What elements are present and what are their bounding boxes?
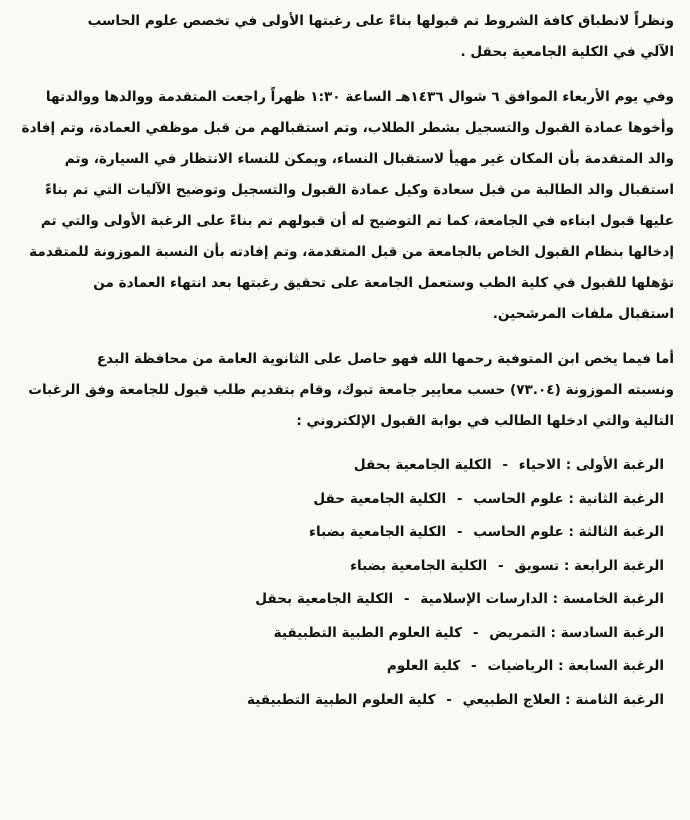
paragraph-line: الآلي في الكلية الجامعية بحقل . xyxy=(460,44,674,60)
preference-label: الرغبة الرابعة : xyxy=(563,557,664,574)
list-item xyxy=(16,650,664,684)
paragraph-line: إدخالها بنظام القبول الخاص بالجامعة من قبل المتقدمة، وتم إفادته بأن النسبة الموزونة للمتقدمة xyxy=(29,244,674,260)
separator: - xyxy=(502,457,509,473)
paragraph-acceptance xyxy=(16,6,674,68)
preference-major: علوم الحاسب xyxy=(473,490,564,507)
preference-college: كلية العلوم الطبية التطبيقية xyxy=(246,691,436,708)
separator: - xyxy=(472,624,479,641)
preference-label: الرغبة الثامنة : xyxy=(565,691,664,708)
preference-label: الرغبة السابعة : xyxy=(558,658,664,674)
preference-college: الكلية الجامعية بضباء xyxy=(309,524,447,540)
preference-major: العلاج الطبيعي xyxy=(462,691,561,708)
separator: - xyxy=(471,658,477,674)
preference-label: الرغبة الأولى : xyxy=(565,457,664,473)
paragraph-line: ونسبته الموزونة (٧٣.٠٤) حسب معايير جامعة تبوك، وقام بتقديم طلب قبول للجامعة وفق الرغبات xyxy=(28,382,674,398)
preference-major: التمريض xyxy=(489,624,546,641)
separator: - xyxy=(456,524,463,540)
separator: - xyxy=(497,557,504,574)
list-item xyxy=(16,583,664,617)
paragraph-line: والد المتقدمة بأن المكان غير مهيأ لاستقبال النساء، ويمكن للنساء الانتظار في السيارة، وتم xyxy=(64,151,674,167)
paragraph-line: أما فيما يخص ابن المتوفية رحمها الله فهو حاصل على الثانوية العامة من محافظة البدع xyxy=(96,351,674,367)
paragraph-line: وفي يوم الأربعاء الموافق ٦ شوال ١٤٣٦هـ الساعة ١:٣٠ ظهراً راجعت المتقدمة ووالدها ووالدتها xyxy=(45,89,674,105)
list-item xyxy=(16,516,664,550)
list-item xyxy=(16,449,664,483)
preference-label: الرغبة الخامسة : xyxy=(552,591,664,607)
list-item xyxy=(16,483,664,517)
preference-label: الرغبة الثانية : xyxy=(568,490,664,507)
preference-label: الرغبة السادسة : xyxy=(550,624,664,641)
preference-major: تسويق xyxy=(514,557,560,574)
separator: - xyxy=(446,691,452,708)
preference-college: الكلية الجامعية حقل xyxy=(313,490,447,507)
preference-label: الرغبة الثالثة : xyxy=(568,524,664,540)
paragraph-line: عليها قبول ابناءه في الجامعة، كما تم التوضيح له أن قبولهم تم بناءً على الرغبة الأولى والتي تم xyxy=(40,213,674,229)
preference-college: الكلية الجامعية بحقل xyxy=(255,591,394,607)
preference-major: الاحياء xyxy=(518,457,561,473)
preference-college: الكلية الجامعية بضباء xyxy=(350,557,488,574)
list-item xyxy=(16,550,664,584)
preference-major: الرياضيات xyxy=(487,658,554,674)
paragraph-line: وأخوها عمادة القبول والتسجيل بشطر الطلاب، وتم استقبالهم من قبل موظفي العمادة، وتم إفادة xyxy=(21,120,674,136)
paragraph-line: استقبال والد الطالبة من قبل سعادة وكيل عمادة القبول والتسجيل وتوضيح الآليات التي تم بناءً xyxy=(45,182,674,198)
preferences-list xyxy=(16,449,674,717)
separator: - xyxy=(403,591,410,607)
list-item xyxy=(16,617,664,651)
paragraph-line: ونظراً لانطباق كافة الشروط تم قبولها بناءً على رغبتها الأولى في تخصص علوم الحاسب xyxy=(87,13,674,29)
paragraph-line: استقبال ملفات المرشحين. xyxy=(492,306,674,322)
preference-major: الدارسات الإسلامية xyxy=(420,591,548,607)
preference-major: علوم الحاسب xyxy=(473,524,564,540)
preference-college: كلية العلوم xyxy=(386,658,461,674)
separator: - xyxy=(456,490,463,507)
preference-college: كلية العلوم الطبية التطبيقية xyxy=(273,624,463,641)
list-item xyxy=(16,684,664,718)
preference-college: الكلية الجامعية بحقل xyxy=(353,457,492,473)
paragraph-visit xyxy=(16,82,674,330)
paragraph-line: تؤهلها للقبول في كلية الطب وستعمل الجامعة على تحقيق رغبتها بعد انتهاء العمادة من xyxy=(93,275,674,291)
paragraph-son xyxy=(16,344,674,437)
paragraph-line: التالية والتي ادخلها الطالب في بوابة القبول الإلكتروني : xyxy=(296,413,674,429)
